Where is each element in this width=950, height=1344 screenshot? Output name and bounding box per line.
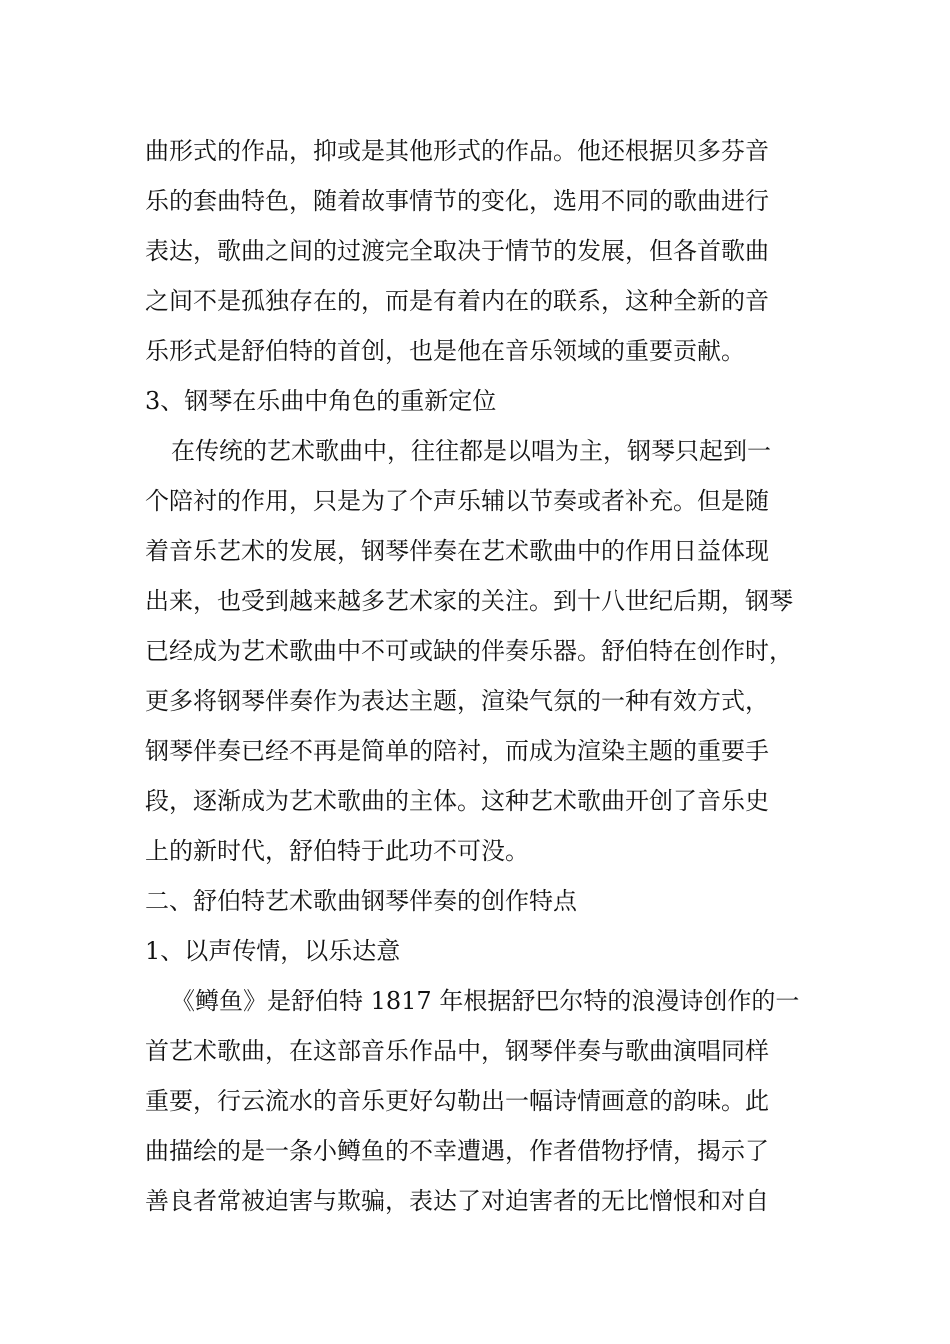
text-line: 钢琴伴奏已经不再是简单的陪衬，而成为渲染主题的重要手	[145, 737, 769, 765]
text-line: 出来，也受到越来越多艺术家的关注。到十八世纪后期，钢琴	[145, 587, 793, 615]
text-line: 善良者常被迫害与欺骗，表达了对迫害者的无比憎恨和对自	[145, 1187, 769, 1215]
text-line: 首艺术歌曲，在这部音乐作品中，钢琴伴奏与歌曲演唱同样	[145, 1037, 769, 1065]
text-line: 表达，歌曲之间的过渡完全取决于情节的发展，但各首歌曲	[145, 237, 769, 265]
text-line: 已经成为艺术歌曲中不可或缺的伴奏乐器。舒伯特在创作时，	[145, 637, 793, 665]
text-line: 曲描绘的是一条小鳟鱼的不幸遭遇，作者借物抒情，揭示了	[145, 1137, 769, 1165]
chapter-heading: 二、舒伯特艺术歌曲钢琴伴奏的创作特点	[145, 887, 577, 915]
text-line: 乐的套曲特色，随着故事情节的变化，选用不同的歌曲进行	[145, 187, 769, 215]
text-line: 在传统的艺术歌曲中，往往都是以唱为主，钢琴只起到一	[171, 437, 771, 465]
text-line: 上的新时代，舒伯特于此功不可没。	[145, 837, 529, 865]
text-line: 个陪衬的作用，只是为了个声乐辅以节奏或者补充。但是随	[145, 487, 769, 515]
text-line: 乐形式是舒伯特的首创，也是他在音乐领域的重要贡献。	[145, 337, 745, 365]
section-heading: 1、以声传情，以乐达意	[145, 937, 401, 965]
text-line: 曲形式的作品，抑或是其他形式的作品。他还根据贝多芬音	[145, 137, 769, 165]
text-line: 重要，行云流水的音乐更好勾勒出一幅诗情画意的韵味。此	[145, 1087, 769, 1115]
section-heading: 3、钢琴在乐曲中角色的重新定位	[145, 387, 497, 415]
body-text	[145, 126, 825, 1226]
text-line: 更多将钢琴伴奏作为表达主题，渲染气氛的一种有效方式，	[145, 687, 769, 715]
text-line: 《鳟鱼》是舒伯特 1817 年根据舒巴尔特的浪漫诗创作的一	[171, 987, 800, 1015]
text-line: 段，逐渐成为艺术歌曲的主体。这种艺术歌曲开创了音乐史	[145, 787, 769, 815]
text-line: 之间不是孤独存在的，而是有着内在的联系，这种全新的音	[145, 287, 769, 315]
text-line: 着音乐艺术的发展，钢琴伴奏在艺术歌曲中的作用日益体现	[145, 537, 769, 565]
